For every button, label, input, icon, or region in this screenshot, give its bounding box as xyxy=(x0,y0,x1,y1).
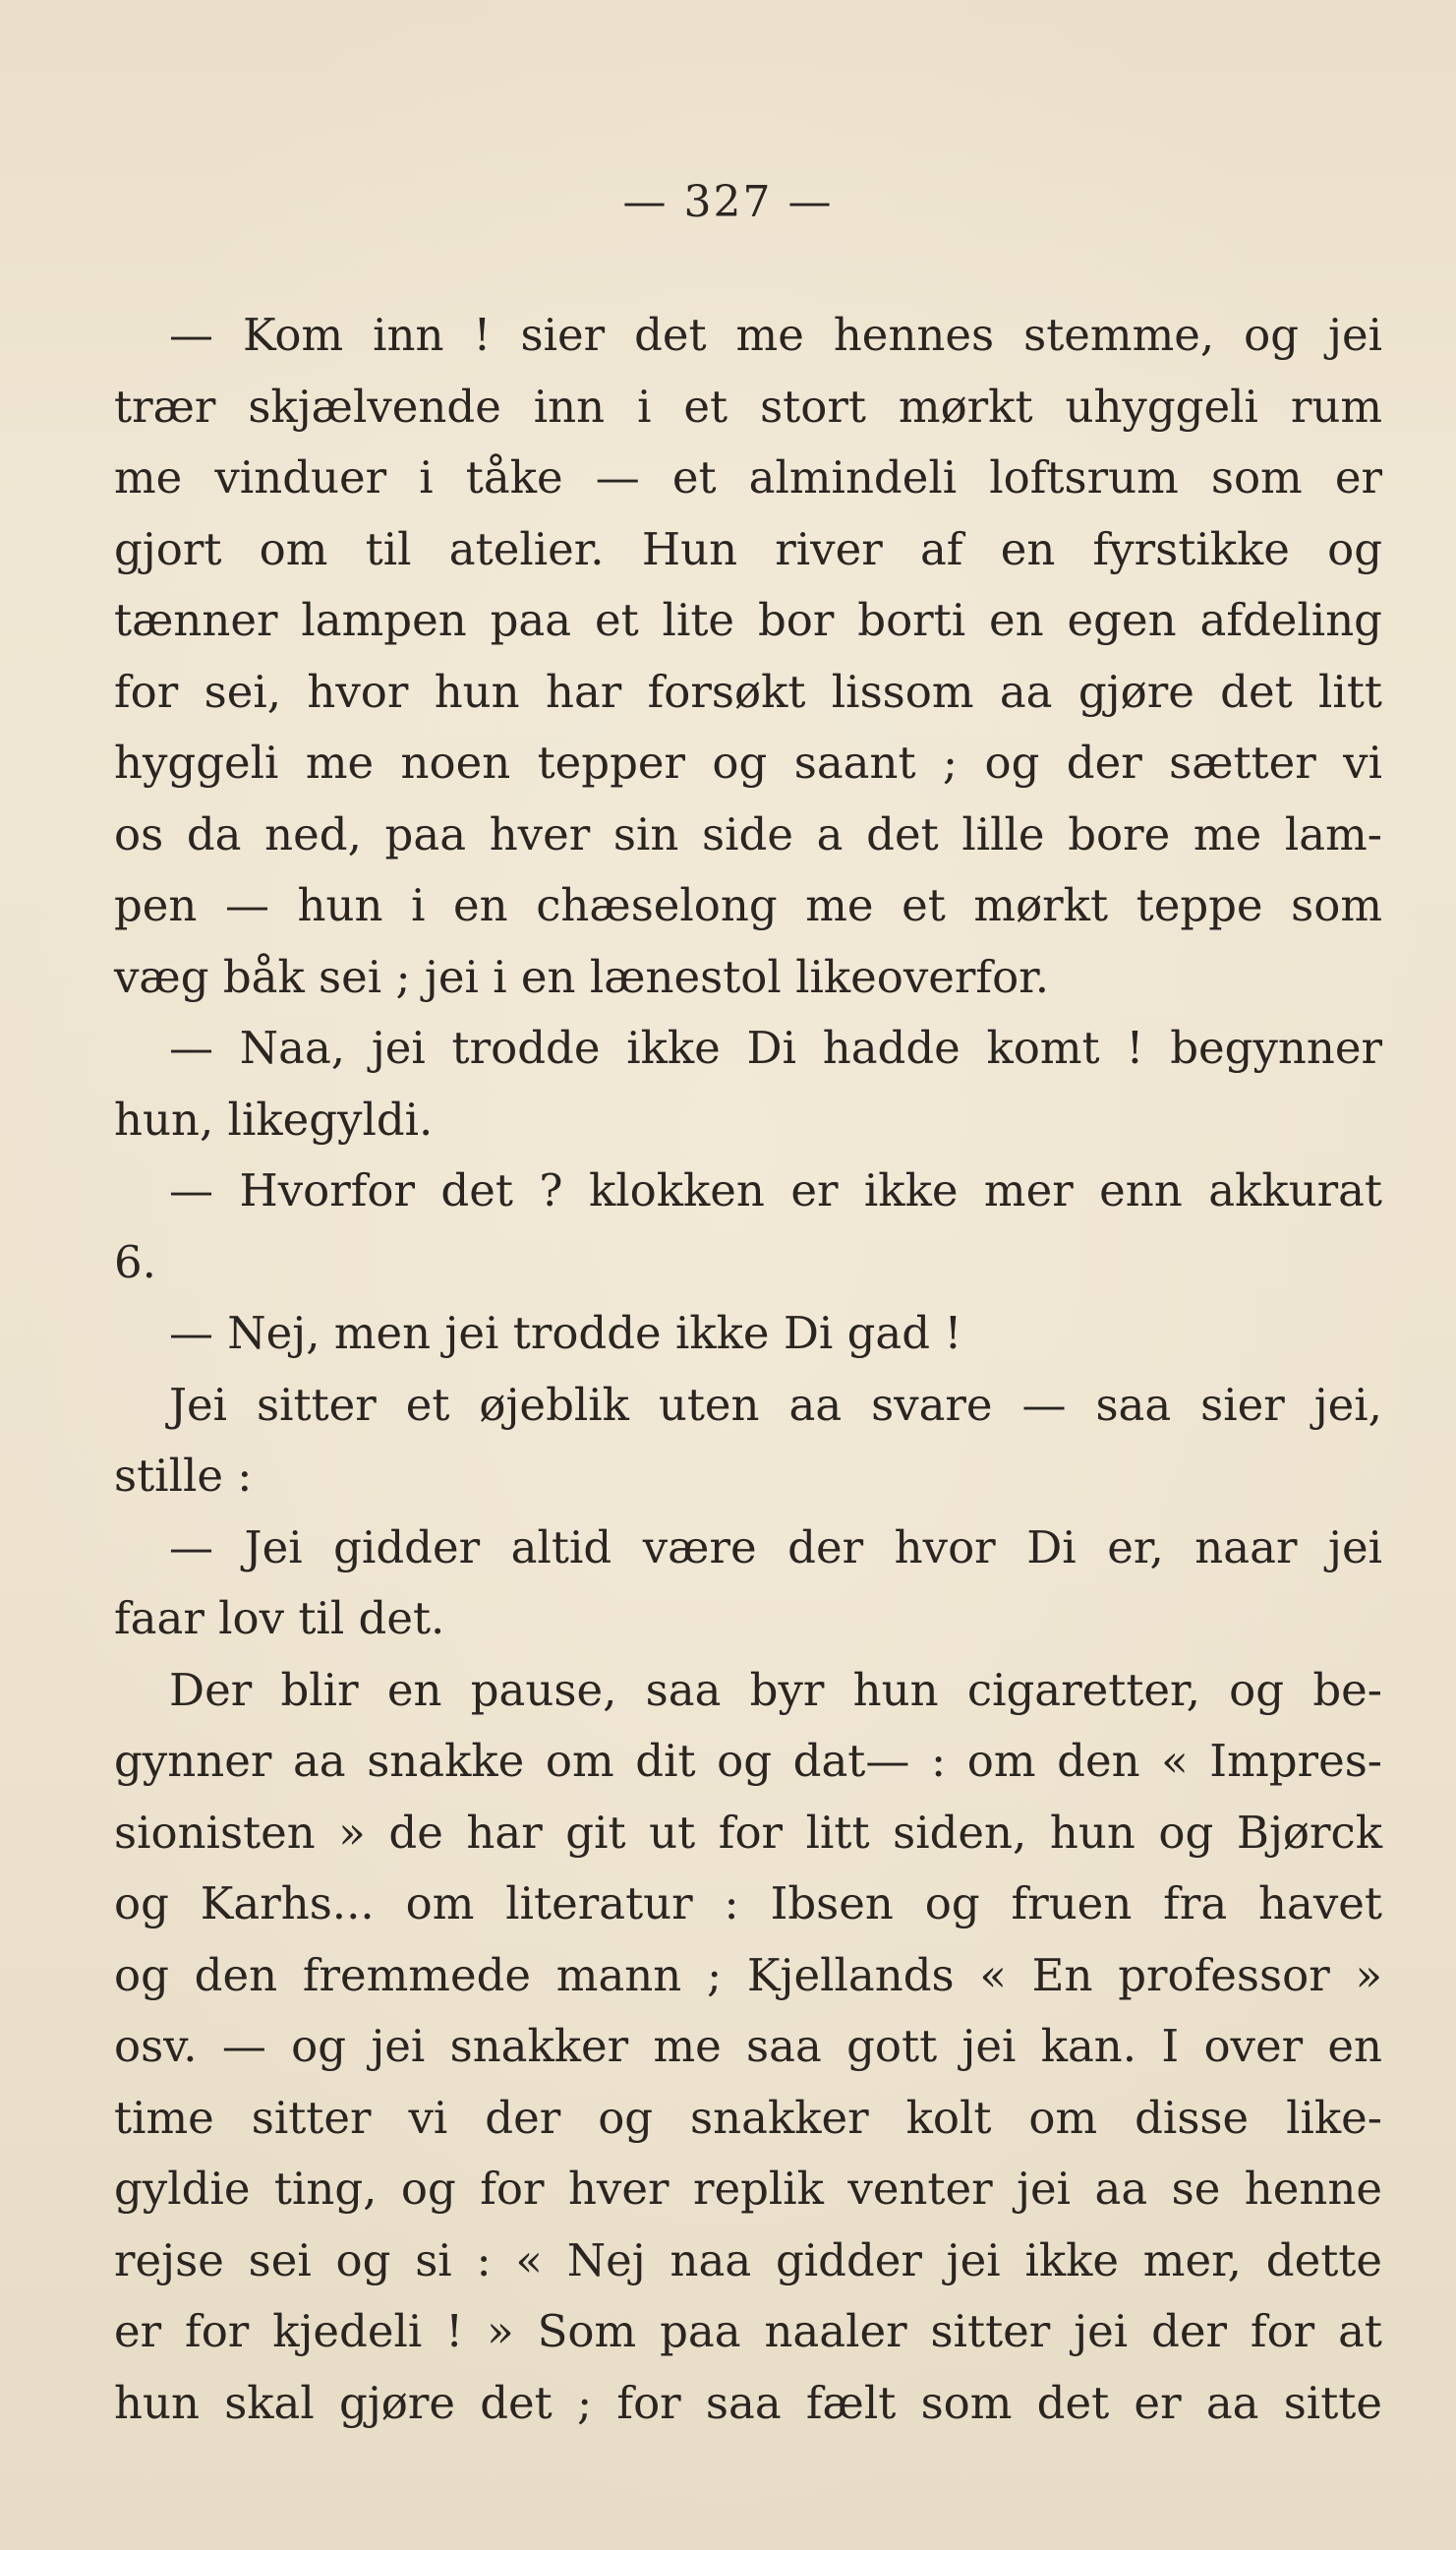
page-number: — 327 — xyxy=(622,177,834,227)
text-line: gyldie ting, og for hver replik venter jei aa se henne xyxy=(114,2163,1382,2215)
text-line: — Naa, jei trodde ikke Di hadde komt ! begynner xyxy=(169,1022,1382,1074)
text-line: stille : xyxy=(114,1450,253,1502)
text-line: — Nej, men jei trodde ikke Di gad ! xyxy=(169,1307,962,1359)
text-line: — Jei gidder altid være der hvor Di er, naar jei xyxy=(169,1520,1382,1573)
text-line: gynner aa snakke om dit og dat— : om den « Impres- xyxy=(114,1735,1382,1787)
text-line: me vinduer i tåke — et almindeli loftsrum som er xyxy=(114,451,1382,504)
text-line: 6. xyxy=(114,1235,156,1288)
text-line: hyggeli me noen tepper og saant ; og der sætter vi xyxy=(114,737,1382,789)
text-line: tænner lampen paa et lite bor borti en egen afdeling xyxy=(114,594,1382,646)
text-line: væg båk sei ; jei i en lænestol likeoverfor. xyxy=(114,950,1050,1003)
text-line: gjort om til atelier. Hun river af en fyrstikke og xyxy=(114,522,1382,575)
text-line: os da ned, paa hver sin side a det lille bore me lam- xyxy=(114,807,1382,860)
text-line: — Kom inn ! sier det me hennes stemme, og jei xyxy=(169,309,1382,361)
text-line: Der blir en pause, saa byr hun cigaretter, og be- xyxy=(169,1663,1382,1716)
text-line: hun skal gjøre det ; for saa fælt som det er aa sitte xyxy=(114,2376,1382,2429)
text-line: osv. — og jei snakker me saa gott jei kan. I over en xyxy=(114,2020,1382,2072)
text-line: hun, likegyldi. xyxy=(114,1093,434,1146)
text-line: rejse sei og si : « Nej naa gidder jei ikke mer, dette xyxy=(114,2233,1382,2286)
text-line: er for kjedeli ! » Som paa naaler sitter jei der for at xyxy=(114,2305,1382,2357)
text-line: faar lov til det. xyxy=(114,1592,445,1644)
text-line: sionisten » de har git ut for litt siden, hun og Bjørck xyxy=(114,1806,1382,1859)
text-line: time sitter vi der og snakker kolt om disse like- xyxy=(114,2091,1382,2144)
text-line: — Hvorfor det ? klokken er ikke mer enn akkurat xyxy=(169,1164,1382,1216)
body-text xyxy=(114,300,1382,2439)
text-line: for sei, hvor hun har forsøkt lissom aa gjøre det litt xyxy=(114,665,1382,718)
text-line: trær skjælvende inn i et stort mørkt uhyggeli rum xyxy=(114,380,1382,433)
text-line: og Karhs... om literatur : Ibsen og fruen fra havet xyxy=(114,1877,1382,1929)
text-line: og den fremmede mann ; Kjellands « En professor » xyxy=(114,1948,1382,2001)
text-line: pen — hun i en chæselong me et mørkt teppe som xyxy=(114,879,1382,931)
text-line: Jei sitter et øjeblik uten aa svare — saa sier jei, xyxy=(169,1378,1382,1431)
